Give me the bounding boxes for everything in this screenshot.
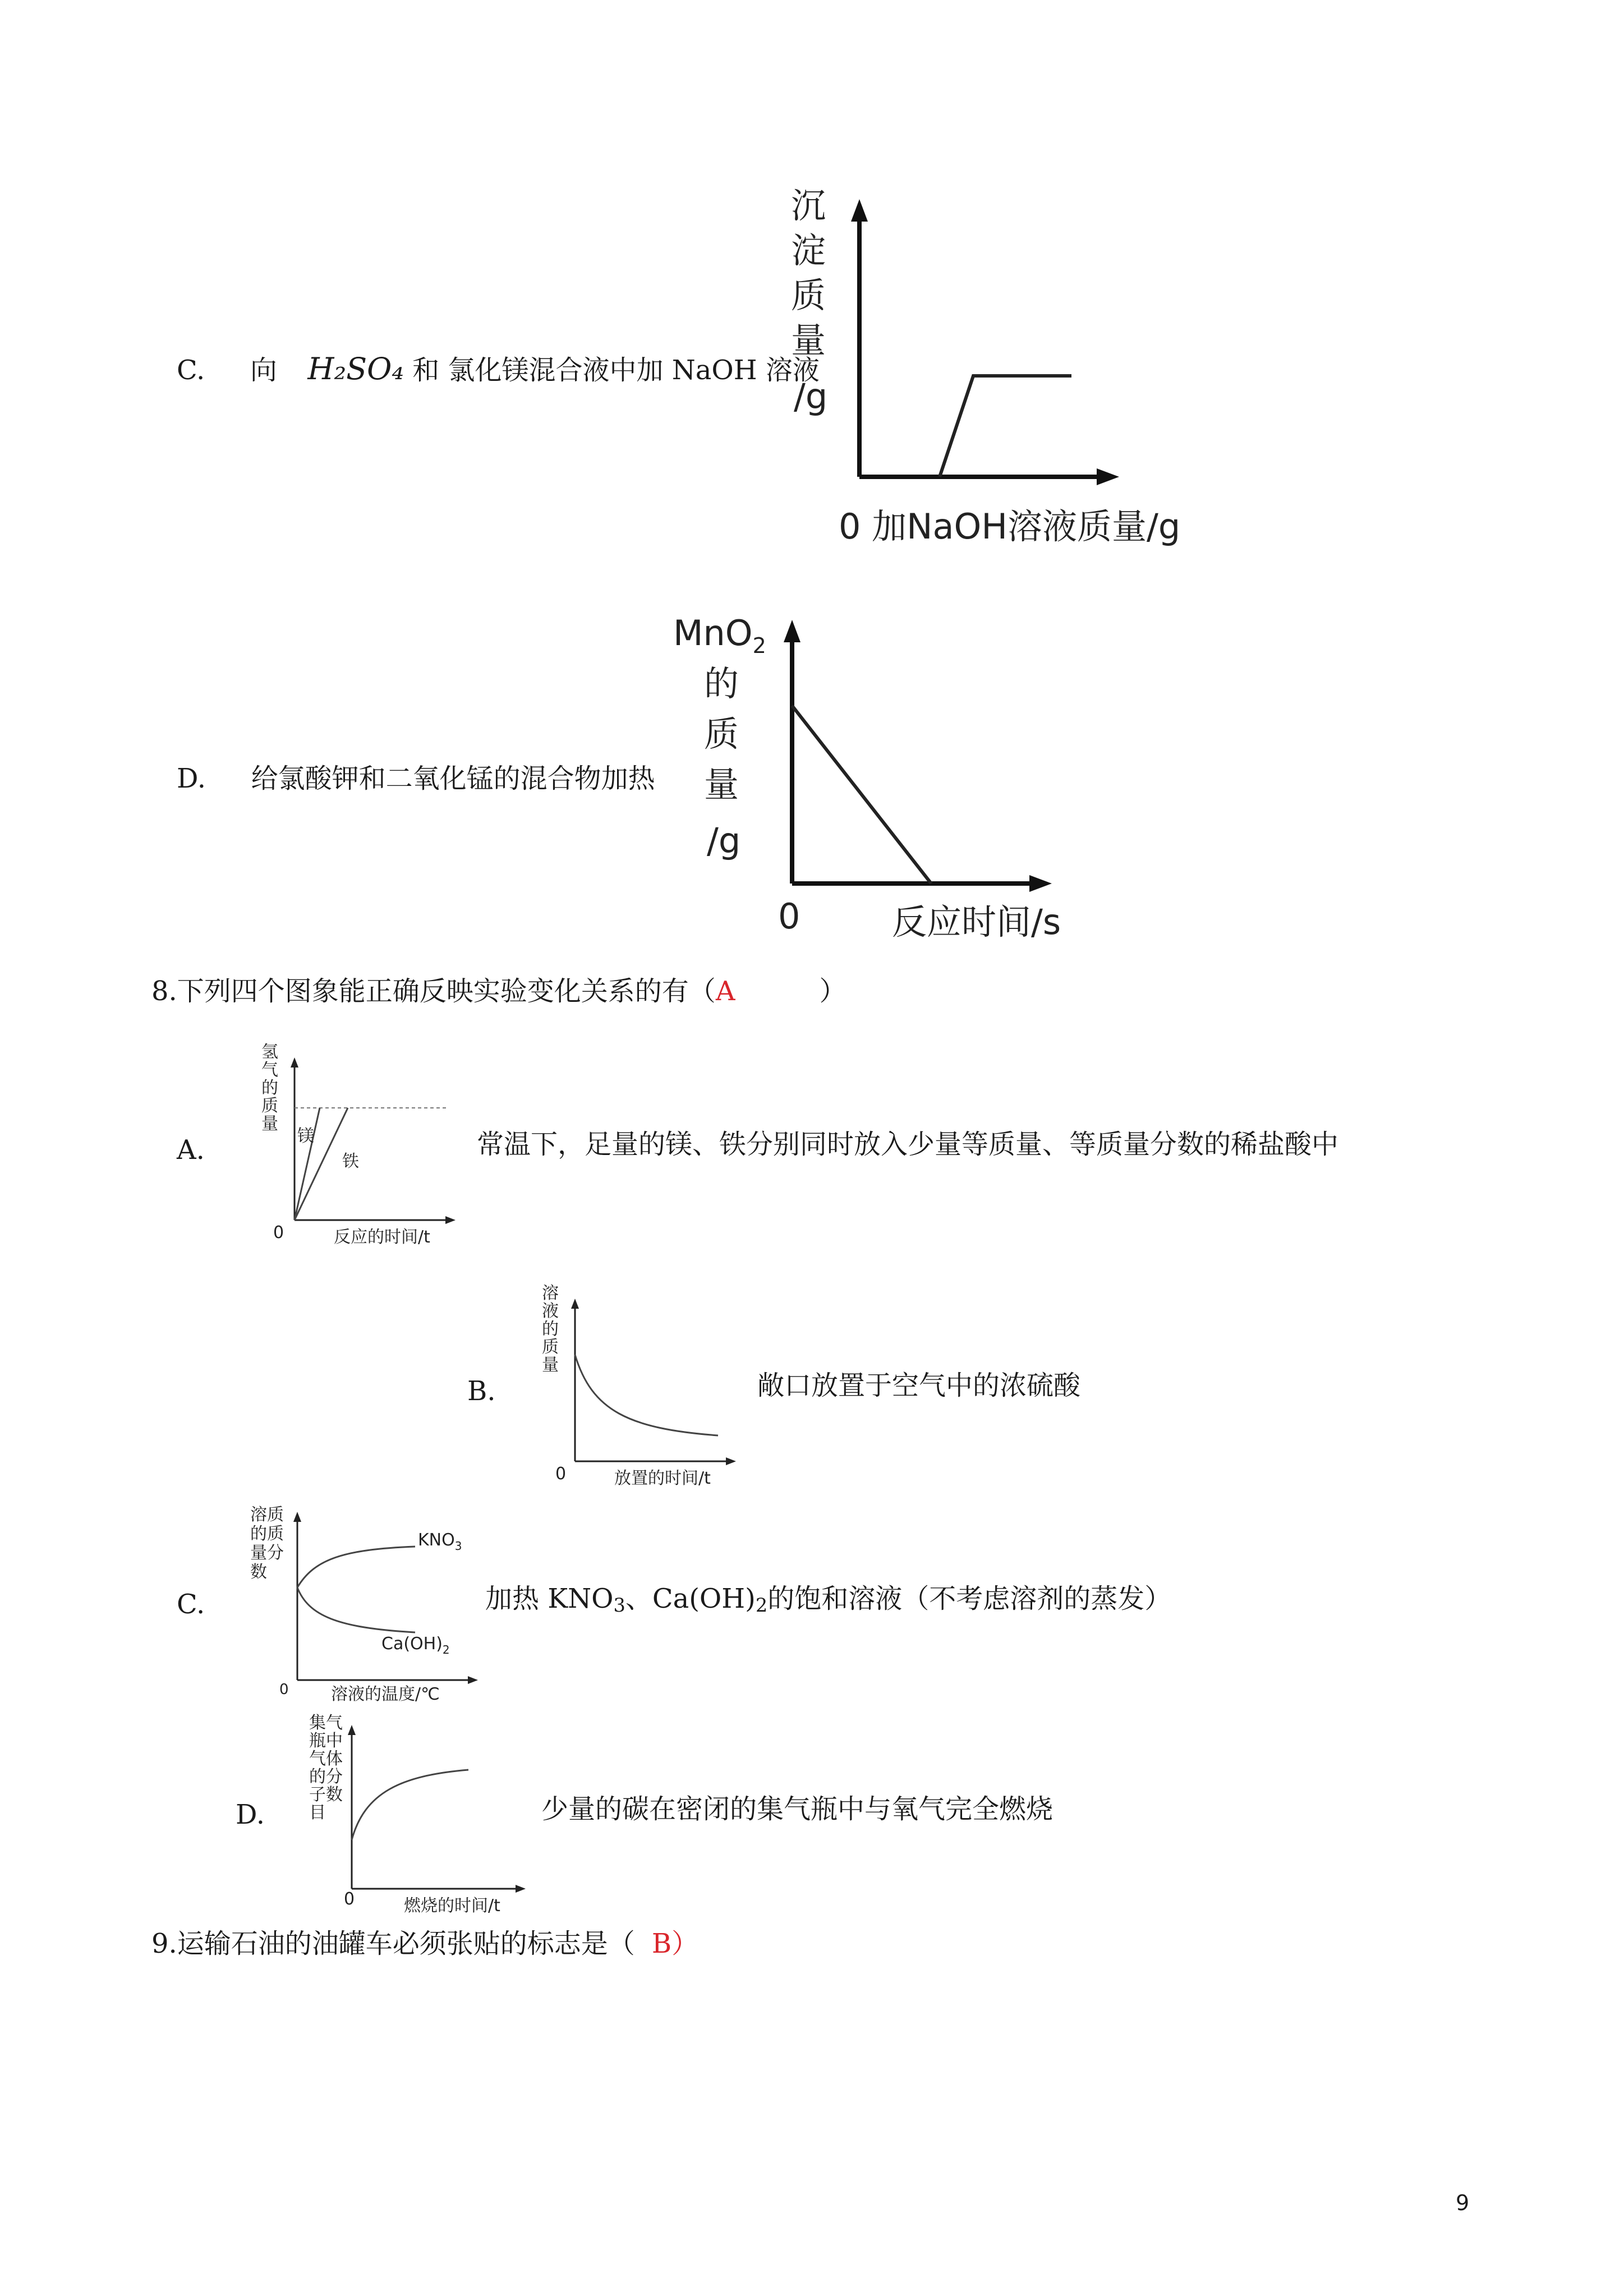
series-label-fe: 铁 xyxy=(342,1152,359,1171)
ylabel-char: 的 xyxy=(704,663,739,704)
q7c-option xyxy=(177,352,820,387)
molecule-count-curve xyxy=(352,1770,468,1840)
x-arrow xyxy=(1097,468,1119,485)
formula: H₂SO₄ xyxy=(307,351,404,386)
answer: B） xyxy=(651,1928,699,1959)
option-letter: C. xyxy=(177,1589,205,1620)
ylabel-top: MnO$_2$ xyxy=(673,613,766,658)
ylabel-line: 的质 xyxy=(250,1524,284,1544)
option-letter: C. xyxy=(177,355,205,386)
stem-text: 9.运输石油的油罐车必须张贴的标志是（ xyxy=(151,1928,635,1959)
origin-label: 0 xyxy=(778,896,801,937)
ylabel-unit: /g xyxy=(794,376,828,417)
q8b-option xyxy=(467,1374,496,1408)
mno2-curve xyxy=(792,706,931,884)
series-label-mg: 镁 xyxy=(297,1126,314,1146)
option-letter: A. xyxy=(177,1134,205,1166)
stem-text: 8.下列四个图象能正确反映实验变化关系的有（ xyxy=(151,976,716,1007)
kno3-curve xyxy=(297,1547,415,1588)
origin-label: 0 xyxy=(555,1464,567,1484)
ylabel-char: 的 xyxy=(542,1319,559,1339)
ylabel-char: 质 xyxy=(261,1096,278,1116)
ylabel-line: 气体 xyxy=(309,1749,343,1769)
ylabel-char: 质 xyxy=(542,1337,559,1357)
ylabel-char: 的 xyxy=(261,1078,278,1098)
q8b-text: 敞口放置于空气中的浓硫酸 xyxy=(757,1370,1081,1401)
answer: A xyxy=(715,976,735,1007)
xlabel: 溶液的温度/℃ xyxy=(331,1685,440,1704)
xlabel: 放置的时间/t xyxy=(614,1469,711,1488)
ylabel-unit: /g xyxy=(707,820,741,861)
mass-curve xyxy=(575,1355,718,1435)
ylabel-char: 沉 xyxy=(791,185,826,226)
precipitate-curve xyxy=(940,376,1071,477)
q8c-chart xyxy=(247,1503,499,1711)
ylabel-line: 目 xyxy=(309,1803,326,1823)
xlabel: 燃烧的时间/t xyxy=(404,1896,500,1916)
q8a-text: 常温下，足量的镁、铁分别同时放入少量等质量、等质量分数的稀盐酸中 xyxy=(477,1129,1339,1160)
q7c-chart xyxy=(774,180,1223,561)
xlabel: 0 加NaOH溶液质量/g xyxy=(839,506,1181,547)
ylabel-line: 量分 xyxy=(250,1543,284,1563)
ylabel-char: 量 xyxy=(704,764,739,805)
mg-line xyxy=(295,1108,320,1220)
q8c-text: 加热 $KNO_3$、$Ca(OH)_2$的饱和溶液（不考虑溶剂的蒸发） xyxy=(485,1583,1172,1617)
xlabel: 反应的时间/t xyxy=(334,1227,430,1247)
ylabel-char: 气 xyxy=(261,1060,278,1080)
page-number: 9 xyxy=(1456,2191,1470,2215)
q8a-option xyxy=(177,1133,205,1167)
ylabel-char: 量 xyxy=(261,1114,278,1134)
stem-close: ） xyxy=(819,976,846,1007)
series-label-caoh2: $Ca(OH)_2$ xyxy=(381,1634,450,1657)
ylabel-line: 的分 xyxy=(309,1767,343,1787)
ylabel-char: 液 xyxy=(542,1301,559,1321)
origin-label: 0 xyxy=(344,1889,355,1909)
option-letter: D. xyxy=(236,1799,265,1830)
ylabel-char: 质 xyxy=(791,275,826,316)
q8d-text: 少量的碳在密闭的集气瓶中与氧气完全燃烧 xyxy=(541,1793,1053,1825)
q8a-chart xyxy=(258,1041,510,1254)
origin-label: 0 xyxy=(273,1223,284,1243)
q9-stem xyxy=(151,1927,698,1961)
y-arrow xyxy=(851,199,868,222)
q8d-option xyxy=(236,1798,265,1832)
ylabel-char: 淀 xyxy=(791,230,826,271)
ylabel-line: 溶质 xyxy=(250,1505,284,1525)
ylabel-char: 溶 xyxy=(542,1283,559,1303)
ylabel-line: 子数 xyxy=(309,1785,343,1805)
ylabel-char: 质 xyxy=(704,714,739,754)
ylabel-line: 数 xyxy=(250,1562,267,1582)
option-letter: D. xyxy=(177,763,206,794)
option-text-post: 和 氯化镁混合液中加 NaOH 溶液 xyxy=(412,355,820,386)
ylabel-char: 量 xyxy=(791,320,826,361)
caoh2-curve xyxy=(297,1588,415,1632)
y-arrow xyxy=(784,620,801,642)
ylabel-char: 氢 xyxy=(261,1042,278,1062)
q7d-option xyxy=(177,762,655,795)
series-label-kno3: $KNO_3$ xyxy=(418,1530,462,1553)
q8-stem xyxy=(151,974,846,1008)
q8c-option xyxy=(177,1588,205,1621)
option-text: 给氯酸钾和二氧化锰的混合物加热 xyxy=(251,763,655,794)
q8b-chart xyxy=(539,1282,752,1495)
option-letter: B. xyxy=(467,1375,496,1407)
ylabel-char: 量 xyxy=(542,1355,559,1375)
option-text-pre: 向 xyxy=(250,355,277,386)
x-arrow xyxy=(1029,875,1052,892)
q8d-chart xyxy=(306,1714,541,1921)
xlabel: 反应时间/s xyxy=(892,901,1061,942)
fe-line xyxy=(295,1108,348,1220)
ylabel-line: 瓶中 xyxy=(309,1731,343,1751)
q7d-chart xyxy=(668,611,1116,959)
origin-label: 0 xyxy=(279,1681,289,1698)
ylabel-line: 集气 xyxy=(309,1713,343,1733)
